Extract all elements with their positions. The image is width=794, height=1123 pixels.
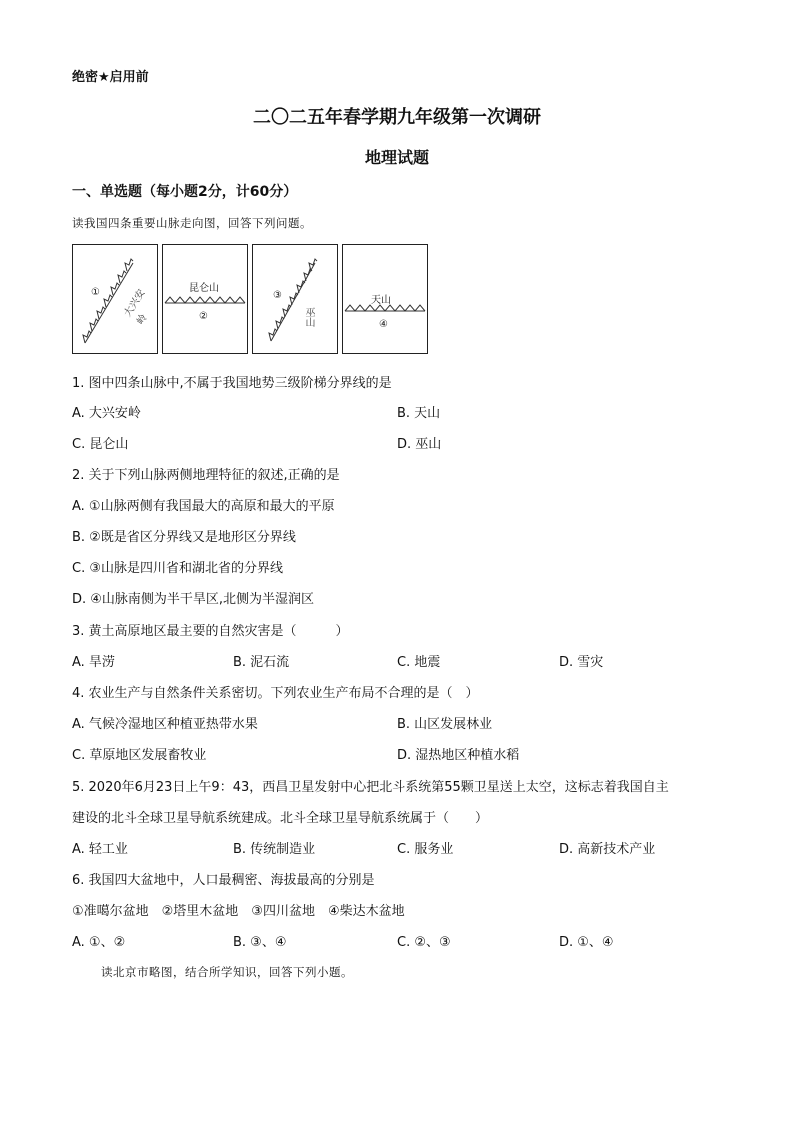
question-2-stem: 2. 关于下列山脉两侧地理特征的叙述,正确的是 [72, 468, 340, 483]
question-3-option-d[interactable]: D. 雪灾 [559, 655, 604, 670]
map-1-number: ① [91, 287, 100, 298]
question-5-option-c[interactable]: C. 服务业 [397, 842, 454, 857]
map-1-label: 大兴安岭 [122, 287, 150, 327]
map-4-number: ④ [379, 319, 388, 330]
question-4-option-a[interactable]: A. 气候冷湿地区种植亚热带水果 [72, 717, 258, 732]
map-box-2 [162, 244, 248, 354]
question-4-option-b[interactable]: B. 山区发展林业 [397, 717, 493, 732]
question-3-stem: 3. 黄土高原地区最主要的自然灾害是（ ） [72, 624, 349, 639]
intro-text-beijing: 读北京市略图，结合所学知识，回答下列小题。 [101, 965, 353, 979]
confidential-header: 绝密★启用前 [72, 70, 149, 85]
exam-title: 二〇二五年春学期九年级第一次调研 [253, 107, 541, 128]
question-6-option-b[interactable]: B. ③、④ [233, 935, 287, 950]
intro-text-mountains: 读我国四条重要山脉走向图，回答下列问题。 [72, 216, 312, 230]
map-3-label: 巫山 [303, 307, 314, 327]
question-1-stem: 1. 图中四条山脉中,不属于我国地势三级阶梯分界线的是 [72, 376, 392, 391]
question-2-option-d[interactable]: D. ④山脉南侧为半干旱区,北侧为半湿润区 [72, 592, 315, 607]
map-box-3 [252, 244, 338, 354]
map-2-label: 昆仑山 [189, 283, 219, 294]
map-2-number: ② [199, 311, 208, 322]
question-2-option-a[interactable]: A. ①山脉两侧有我国最大的高原和最大的平原 [72, 499, 335, 514]
question-4-option-d[interactable]: D. 湿热地区种植水稻 [397, 748, 520, 763]
mountain-range-diagonal-3 [253, 245, 337, 353]
map-box-4 [342, 244, 428, 354]
question-1-option-a[interactable]: A. 大兴安岭 [72, 406, 141, 421]
mountain-range-horizontal-2 [163, 245, 247, 353]
map-box-1 [72, 244, 158, 354]
question-1-option-b[interactable]: B. 天山 [397, 406, 441, 421]
exam-subtitle: 地理试题 [364, 148, 429, 167]
question-5-option-a[interactable]: A. 轻工业 [72, 842, 128, 857]
question-3-option-b[interactable]: B. 泥石流 [233, 655, 290, 670]
question-6-stem-line2: ①准噶尔盆地 ②塔里木盆地 ③四川盆地 ④柴达木盆地 [72, 904, 405, 919]
question-2-option-b[interactable]: B. ②既是省区分界线又是地形区分界线 [72, 530, 296, 545]
question-5-option-d[interactable]: D. 高新技术产业 [559, 842, 656, 857]
question-5-stem-line2: 建设的北斗全球卫星导航系统建成。北斗全球卫星导航系统属于（ ） [72, 811, 489, 826]
map-3-number: ③ [273, 290, 282, 301]
question-6-option-a[interactable]: A. ①、② [72, 935, 126, 950]
question-1-option-c[interactable]: C. 昆仑山 [72, 437, 129, 452]
question-1-option-d[interactable]: D. 巫山 [397, 437, 442, 452]
map-4-label: 天山 [371, 295, 391, 306]
question-6-stem: 6. 我国四大盆地中，人口最稠密、海拔最高的分别是 [72, 873, 375, 888]
question-6-option-d[interactable]: D. ①、④ [559, 935, 614, 950]
question-5-option-b[interactable]: B. 传统制造业 [233, 842, 316, 857]
question-2-option-c[interactable]: C. ③山脉是四川省和湖北省的分界线 [72, 561, 283, 576]
question-5-stem: 5. 2020年6月23日上午9：43，西昌卫星发射中心把北斗系统第55颗卫星送上太空，这标志着我国自主 [72, 780, 669, 795]
section-heading: 一、单选题（每小题2分，计60分） [72, 184, 298, 200]
question-6-option-c[interactable]: C. ②、③ [397, 935, 451, 950]
question-4-option-c[interactable]: C. 草原地区发展畜牧业 [72, 748, 207, 763]
question-3-option-c[interactable]: C. 地震 [397, 655, 441, 670]
question-3-option-a[interactable]: A. 旱涝 [72, 655, 115, 670]
question-4-stem: 4. 农业生产与自然条件关系密切。下列农业生产布局不合理的是（ ） [72, 686, 479, 701]
